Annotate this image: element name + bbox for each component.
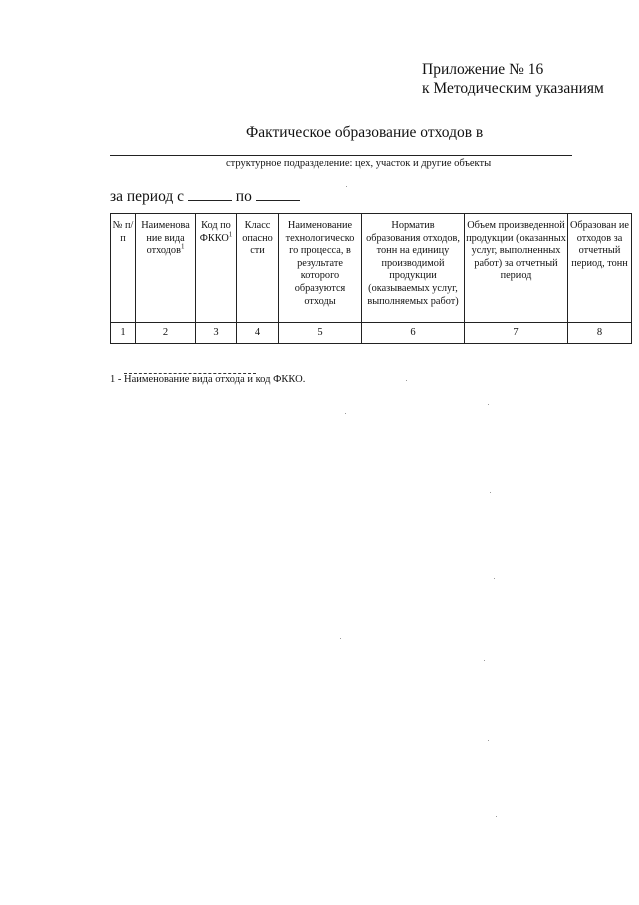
subdivision-caption: структурное подразделение: цех, участок и другие объекты (226, 158, 492, 169)
header-cell-waste-name: Наименова ние вида отходов$^1$ (136, 214, 196, 323)
column-number-cell: 4 (237, 323, 279, 344)
table-number-row (111, 323, 632, 344)
period-line (110, 186, 300, 206)
scan-speck (488, 740, 489, 741)
header-cell-number: № п/п (111, 214, 136, 323)
column-number-cell: 8 (568, 323, 632, 344)
header-cell-hazard-class: Класс опасно сти (237, 214, 279, 323)
header-cell-production-volume: Объем произведенной продукции (оказанных услуг, выполненных работ) за отчетный период (465, 214, 568, 323)
column-number-cell: 7 (465, 323, 568, 344)
header-cell-fkko-code: Код по ФККО$^1$ (196, 214, 237, 323)
scan-speck (494, 578, 495, 579)
scan-speck (496, 816, 497, 817)
document-title: Фактическое образование отходов в (246, 124, 484, 141)
period-end-blank (256, 186, 300, 201)
appendix-number: Приложение № 16 (422, 61, 544, 78)
subdivision-blank-line (110, 155, 572, 156)
column-number-cell: 3 (196, 323, 237, 344)
footnote: 1 - Наименование вида отхода и код ФККО. (110, 374, 306, 385)
period-start-blank (188, 186, 232, 201)
waste-table (110, 213, 632, 344)
appendix-reference: к Методическим указаниям (422, 80, 604, 97)
scan-speck (484, 660, 485, 661)
appendix-header (422, 60, 604, 98)
scan-speck (488, 404, 489, 405)
scan-speck (346, 186, 347, 187)
period-prefix: за период с (110, 188, 185, 205)
scan-speck (340, 638, 341, 639)
column-number-cell: 1 (111, 323, 136, 344)
scan-speck (490, 492, 491, 493)
scan-speck (406, 380, 407, 381)
header-cell-process-name: Наименование технологическо го процесса, в результате которого образуются отходы (279, 214, 362, 323)
table-header-row (111, 214, 632, 323)
column-number-cell: 5 (279, 323, 362, 344)
period-middle: по (235, 188, 252, 205)
scan-speck (345, 413, 346, 414)
column-number-cell: 6 (362, 323, 465, 344)
column-number-cell: 2 (136, 323, 196, 344)
header-cell-waste-generated: Образован ие отходов за отчетный период, тонн (568, 214, 632, 323)
header-cell-norm: Норматив образования отходов, тонн на единицу производимой продукции (оказываемых услуг, выполняемых работ) (362, 214, 465, 323)
